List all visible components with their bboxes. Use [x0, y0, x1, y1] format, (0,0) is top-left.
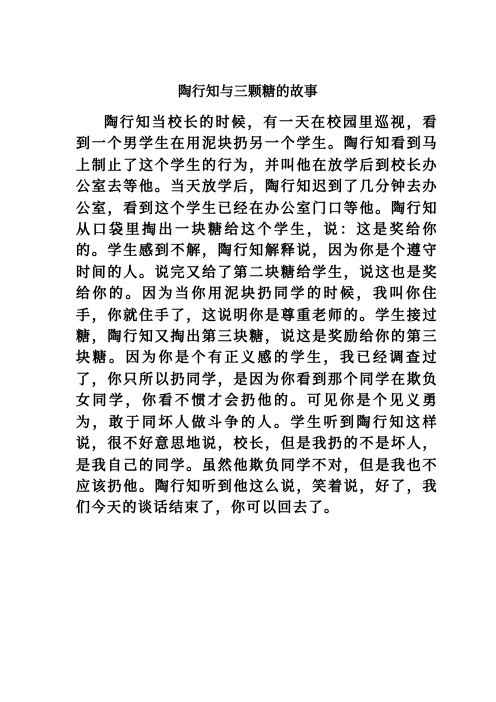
document-body-paragraph: 陶行知当校长的时候，有一天在校园里巡视，看到一个男学生在用泥块扔另一个学生。陶行知看到马上制止了这个学生的行为，并叫他在放学后到校长办公室去等他。当天放学后，陶行知迟到了几分钟去办公室，看到这个学生已经在办公室门口等他。陶行知从口袋里掏出一块糖给这个学生，说：这是奖给你的。学生感到不解，陶行知解释说，因为你是个遵守时间的人。说完又给了第二块糖给学生，说这也是奖给你的。因为当你用泥块扔同学的时候，我叫你住手，你就住手了，这说明你是尊重老师的。学生接过糖，陶行知又掏出第三块糖，说这是奖励给你的第三块糖。因为你是个有正义感的学生，我已经调查过了，你只所以扔同学，是因为你看到那个同学在欺负女同学，你看不惯才会扔他的。可见你是个见义勇为，敢于同坏人做斗争的人。学生听到陶行知这样说，很不好意思地说，校长，但是我扔的不是坏人，是我自己的同学。虽然他欺负同学不对，但是我也不应该扔他。陶行知听到他这么说，笑着说，好了，我们今天的谈话结束了，你可以回去了。 [76, 115, 438, 517]
document-title: 陶行知与三颗糖的故事 [178, 84, 318, 100]
